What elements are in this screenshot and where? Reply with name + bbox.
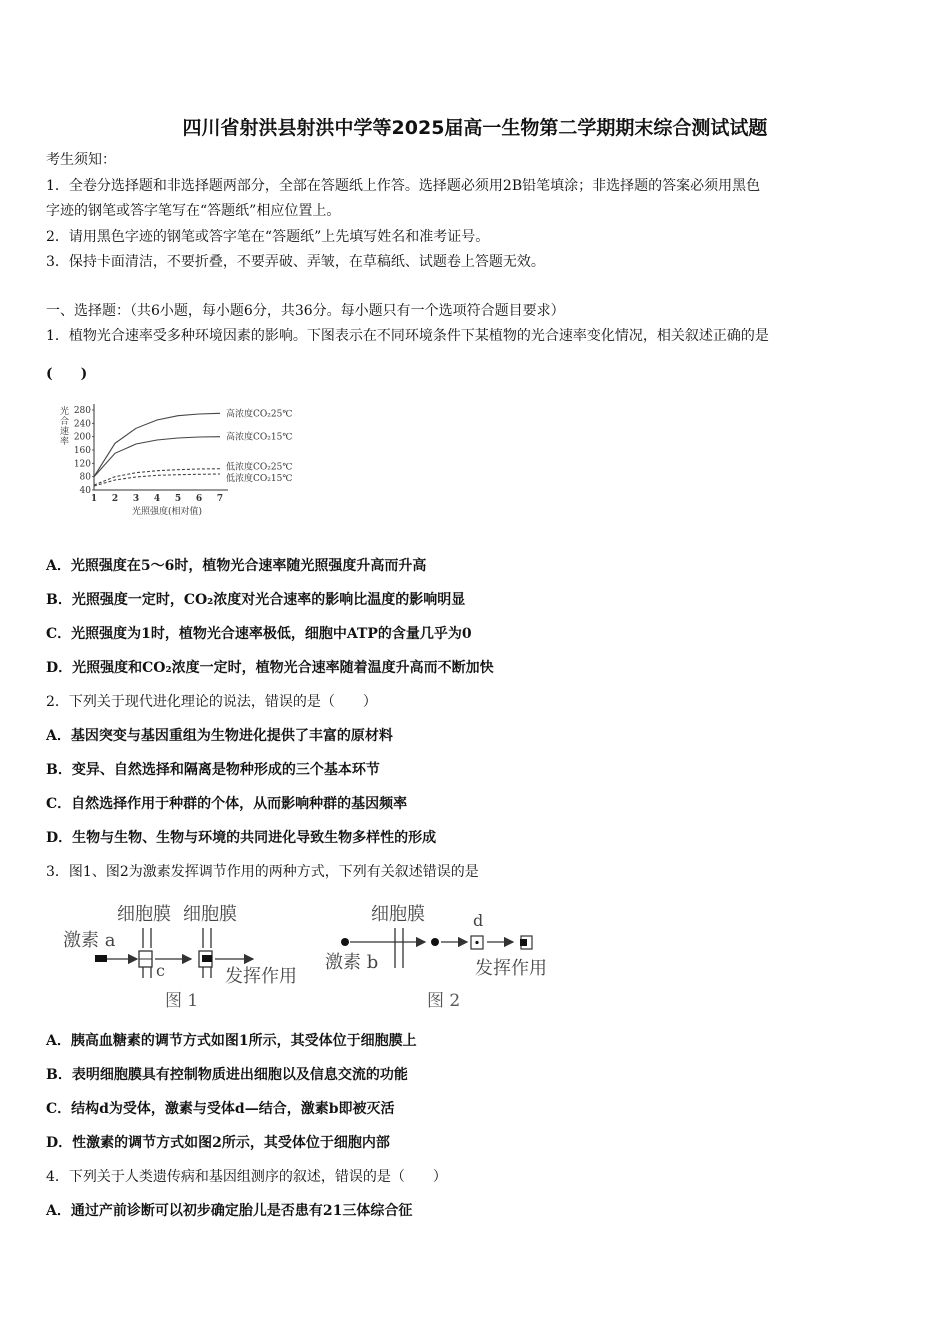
fig2-hormone-label: 激素 b [325, 952, 379, 973]
chart-ylabel-char: 率 [60, 437, 70, 447]
fig1-c-label: c [156, 961, 165, 980]
q3-option-b: B．表明细胞膜具有控制物质进出细胞以及信息交流的功能 [46, 1067, 408, 1083]
notice-line-1a: 1．全卷分选择题和非选择题两部分，全部在答题纸上作答。选择题必须用2B铅笔填涂；非选择题的答案必须用黑色 [46, 178, 761, 194]
q3-stem: 3．图1、图2为激素发挥调节作用的两种方式，下列有关叙述错误的是 [46, 864, 479, 880]
page-title: 四川省射洪县射洪中学等2025届高一生物第二学期期末综合测试试题 [182, 117, 768, 139]
fig1-caption: 图 1 [165, 991, 199, 1011]
chart-xtick-label: 1 [90, 494, 98, 504]
chart-series-line [94, 474, 220, 486]
q2-option-c: C．自然选择作用于种群的个体，从而影响种群的基因频率 [46, 796, 408, 812]
q1-option-a: A．光照强度在5～6时，植物光合速率随光照强度升高而升高 [46, 558, 427, 574]
chart-ytick-label: 160 [73, 446, 91, 456]
hormone-b-shape [341, 938, 349, 946]
chart-xtick-label: 5 [174, 494, 182, 504]
chart-series-line [94, 469, 220, 485]
chart-ytick-label: 240 [73, 419, 91, 430]
figure-1 [63, 904, 297, 1011]
fig1-hormone-label: 激素 a [63, 930, 116, 951]
fig1-membrane-label-2: 细胞膜 [183, 904, 237, 925]
chart-xtick-label: 3 [132, 494, 140, 504]
notice-heading: 考生须知： [46, 152, 116, 168]
fig2-caption: 图 2 [427, 991, 461, 1011]
figure-2 [325, 904, 547, 1011]
fig2-membrane-label: 细胞膜 [371, 904, 425, 925]
q1-stem: 1．植物光合速率受多种环境因素的影响。下图表示在不同环境条件下某植物的光合速率变化情况，相关叙述正确的是 [46, 328, 769, 344]
chart-ylabel-char: 光 [60, 407, 70, 417]
q2-option-b: B．变异、自然选择和隔离是物种形成的三个基本环节 [46, 762, 380, 778]
section-heading: 一、选择题：（共6小题，每小题6分，共36分。每小题只有一个选项符合题目要求） [46, 303, 565, 319]
chart-legend-label: 高浓度CO₂25℃ [226, 409, 293, 420]
chart-xtick-label: 7 [216, 494, 224, 504]
q1-option-d: D．光照强度和CO₂浓度一定时，植物光合速率随着温度升高而不断加快 [46, 660, 494, 676]
chart-legend-label: 低浓度CO₂25℃ [226, 462, 293, 473]
chart-ytick-label: 200 [73, 432, 91, 443]
chart-xlabel: 光照强度(相对值) [131, 507, 203, 517]
hormone-figure [55, 898, 575, 1016]
notice-line-2: 2．请用黑色字迹的钢笔或答字笔在“答题纸”上先填写姓名和准考证号。 [46, 229, 490, 245]
notice-line-3: 3．保持卡面清洁，不要折叠，不要弄破、弄皱，在草稿纸、试题卷上答题无效。 [46, 254, 545, 270]
hormone-a-shape [95, 955, 107, 962]
photosynthesis-chart [50, 398, 310, 520]
q4-stem: 4．下列关于人类遗传病和基因组测序的叙述，错误的是（ ） [46, 1169, 447, 1185]
q1-bracket: ( ) [46, 366, 88, 382]
q1-option-b: B．光照强度一定时，CO₂浓度对光合速率的影响比温度的影响明显 [46, 592, 466, 608]
q2-option-a: A．基因突变与基因重组为生物进化提供了丰富的原材料 [46, 728, 393, 744]
fig2-d-label: d [473, 911, 484, 930]
chart-xtick-label: 2 [111, 494, 119, 504]
q1-option-c: C．光照强度为1时，植物光合速率极低，细胞中ATP的含量几乎为0 [46, 626, 472, 642]
q4-option-a: A．通过产前诊断可以初步确定胎儿是否患有21三体综合征 [46, 1203, 413, 1219]
notice-line-1b: 字迹的钢笔或答字笔写在“答题纸”相应位置上。 [46, 203, 341, 219]
fig1-membrane-label-1: 细胞膜 [117, 904, 171, 925]
chart-legend-label: 高浓度CO₂15℃ [226, 432, 293, 443]
chart-legend-label: 低浓度CO₂15℃ [226, 474, 293, 484]
fig1-effect-label: 发挥作用 [225, 966, 297, 987]
chart-ylabel-char: 速 [60, 427, 70, 437]
chart-xtick-label: 4 [153, 494, 161, 504]
q2-option-d: D．生物与生物、生物与环境的共同进化导致生物多样性的形成 [46, 830, 437, 846]
q3-option-c: C．结构d为受体，激素与受体d—结合，激素b即被灭活 [46, 1101, 395, 1117]
chart-xtick-label: 6 [195, 494, 203, 504]
q3-option-d: D．性激素的调节方式如图2所示，其受体位于细胞内部 [46, 1135, 390, 1151]
chart-ytick-label: 80 [79, 472, 91, 483]
fig2-effect-label: 发挥作用 [475, 958, 547, 979]
chart-ytick-label: 40 [79, 486, 91, 496]
q3-option-a: A．胰高血糖素的调节方式如图1所示，其受体位于细胞膜上 [46, 1033, 417, 1049]
chart-series-line [94, 413, 220, 476]
chart-ytick-label: 120 [73, 459, 91, 470]
chart-ylabel-char: 合 [60, 417, 70, 427]
q2-stem: 2．下列关于现代进化理论的说法，错误的是（ ） [46, 694, 377, 710]
chart-ytick-label: 280 [73, 406, 91, 416]
